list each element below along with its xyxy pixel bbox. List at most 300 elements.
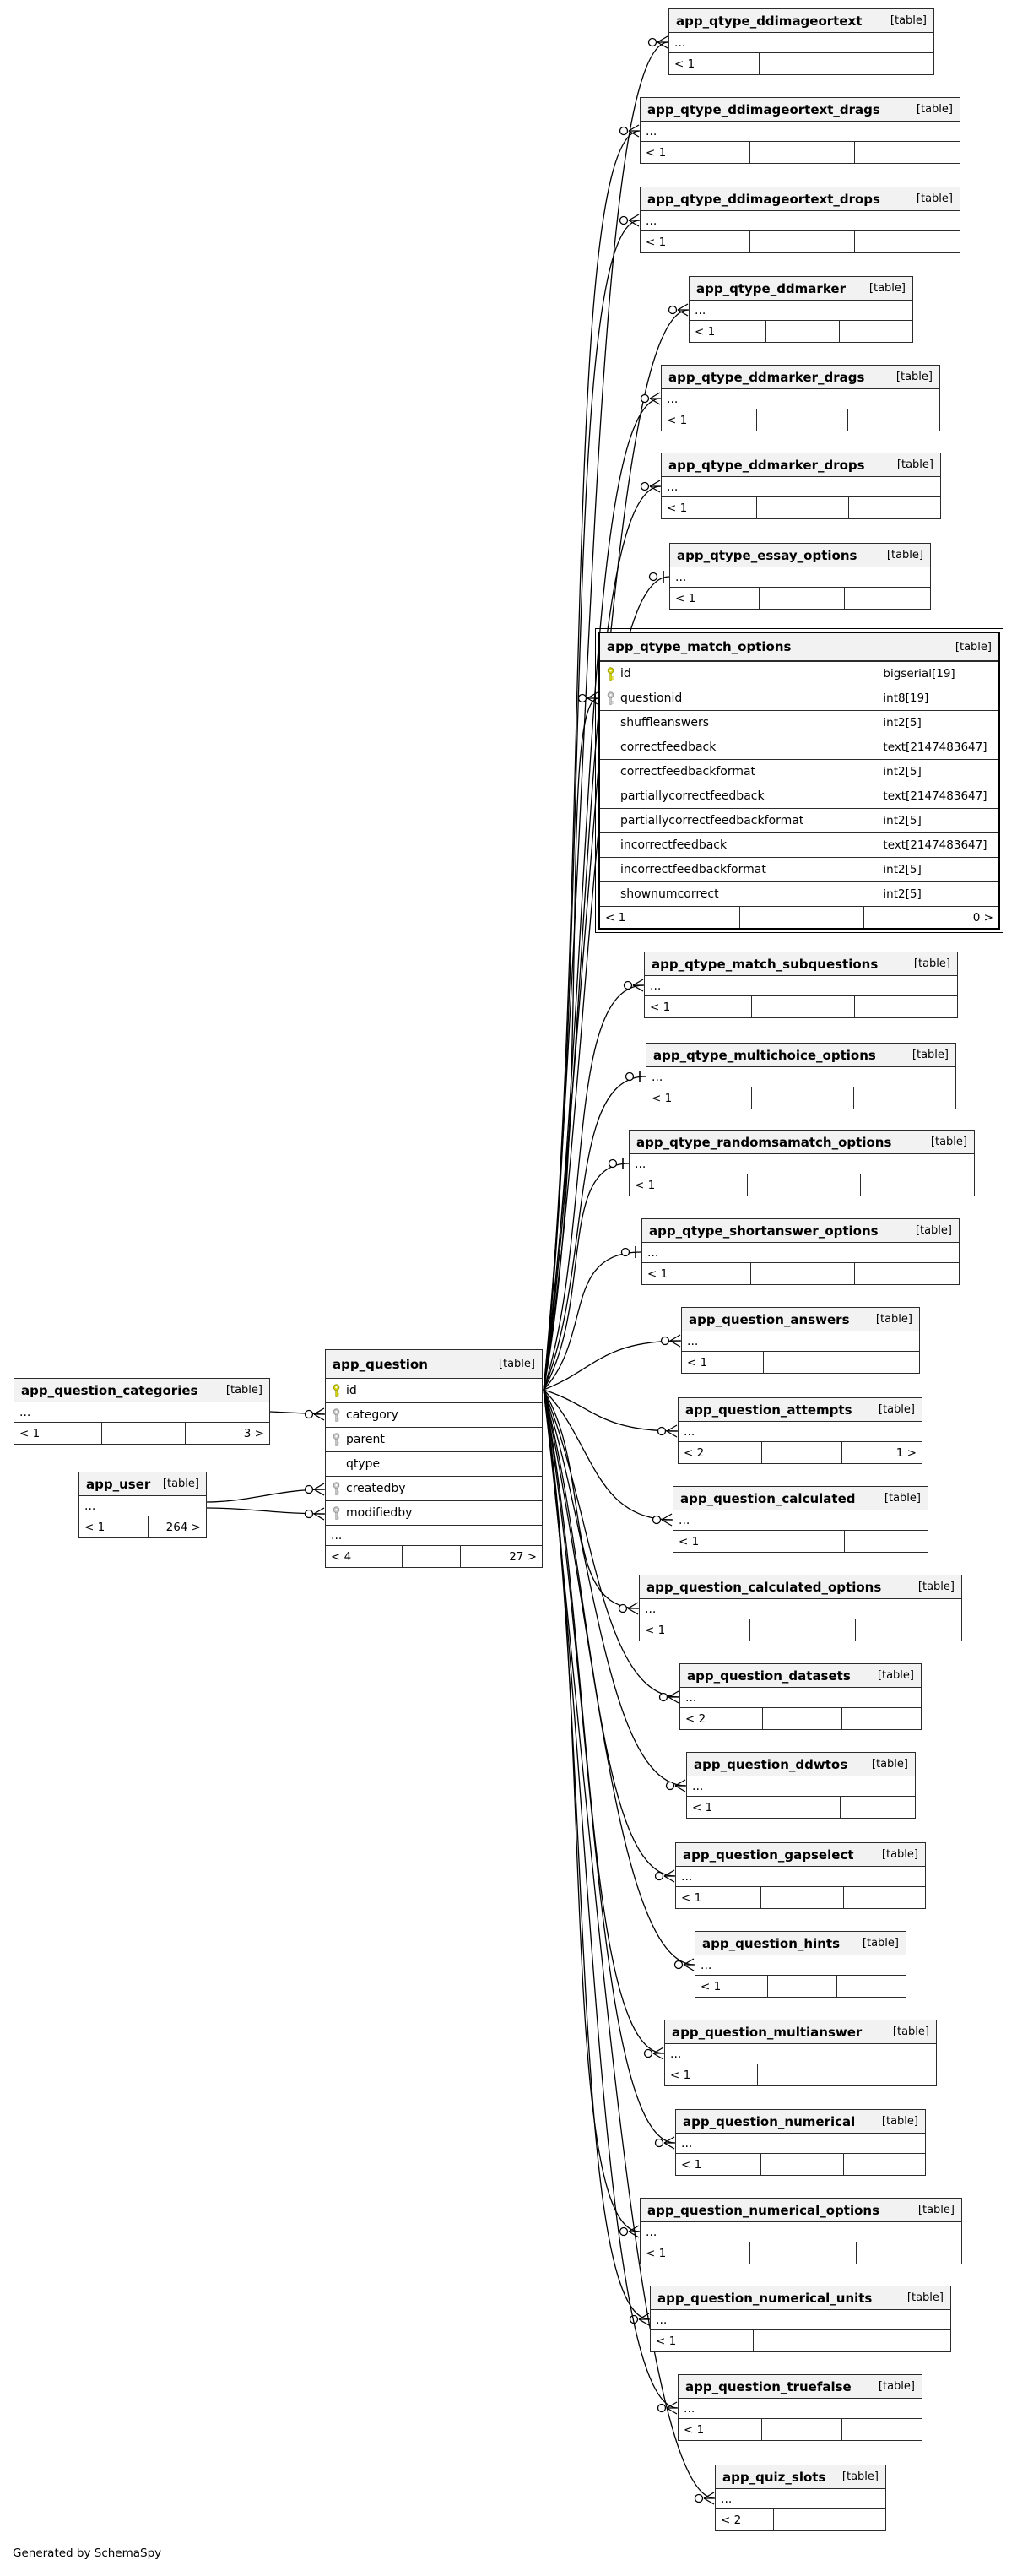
ellipsis-text: ... — [667, 480, 679, 494]
column-name: parent — [346, 1433, 385, 1446]
ellipsis-text: ... — [681, 2136, 693, 2150]
table-type-badge: [table] — [878, 1403, 915, 1416]
relationship-line — [544, 1390, 679, 1697]
crow-foot-marker — [670, 1335, 680, 1341]
table-title[interactable]: app_question_numerical — [683, 2113, 856, 2129]
relationship-line — [544, 1390, 695, 1965]
table-header — [326, 1350, 542, 1379]
ellipsis-text: ... — [19, 1405, 31, 1419]
table-app_user[interactable] — [78, 1472, 207, 1538]
zero-or-circle-marker — [641, 395, 649, 403]
ellipsis-text: ... — [646, 214, 657, 228]
columns-ellipsis — [690, 301, 912, 321]
crow-foot-marker — [657, 42, 668, 48]
column-row-category — [326, 1403, 542, 1428]
table-footer — [641, 142, 960, 163]
columns-ellipsis — [673, 1510, 928, 1531]
table-type-badge: [table] — [881, 2115, 918, 2128]
table-type-badge: [table] — [225, 1384, 262, 1396]
table-header — [682, 1308, 919, 1331]
footer-middle-cell — [761, 2419, 841, 2440]
table-app_question_truefalse[interactable] — [678, 2374, 922, 2441]
table-header — [641, 187, 960, 211]
footer-children-count: < 1 — [679, 1534, 700, 1548]
columns-ellipsis — [687, 1776, 915, 1797]
table-header — [679, 1398, 922, 1422]
column-name: incorrectfeedback — [620, 838, 728, 852]
crow-foot-marker — [670, 1341, 680, 1347]
zero-or-circle-marker — [306, 1486, 313, 1494]
table-footer — [669, 53, 933, 74]
footer-children-count: < 1 — [646, 2246, 667, 2260]
ellipsis-text: ... — [679, 1513, 690, 1527]
columns-ellipsis — [326, 1526, 542, 1546]
footer-parents-count — [844, 1531, 928, 1552]
column-type: int2[5] — [879, 882, 998, 906]
table-footer — [676, 1887, 925, 1908]
footer-children-count: < 1 — [670, 2068, 691, 2082]
table-title[interactable]: app_user — [86, 1476, 151, 1492]
zero-or-circle-marker — [645, 2050, 652, 2058]
footer-children-count: < 1 — [646, 235, 667, 249]
column-name-cell — [326, 1379, 542, 1402]
crow-foot-marker — [628, 1608, 638, 1614]
table-title[interactable]: app_qtype_match_options — [607, 639, 792, 654]
footer-parents-count — [830, 2509, 885, 2530]
footer-parents-count — [843, 1887, 925, 1908]
column-name-cell — [600, 662, 879, 686]
table-app_qtype_shortanswer_options[interactable] — [641, 1218, 960, 1285]
table-title[interactable]: app_quiz_slots — [722, 2469, 826, 2485]
table-title[interactable]: app_question_ddwtos — [694, 1756, 848, 1772]
columns-ellipsis — [669, 33, 933, 53]
crow-foot-marker — [684, 1965, 694, 1971]
zero-or-circle-marker — [656, 1873, 663, 1880]
table-footer — [646, 1087, 955, 1109]
footer-parents-count — [847, 2064, 936, 2085]
footer-parents-count — [839, 321, 912, 342]
table-header — [662, 366, 939, 389]
table-title[interactable]: app_qtype_essay_options — [677, 547, 857, 563]
columns-ellipsis — [640, 1599, 961, 1619]
ellipsis-text: ... — [695, 303, 706, 317]
footer-middle-cell — [762, 1708, 841, 1729]
column-type: int2[5] — [879, 809, 998, 832]
table-app_question_ddwtos[interactable] — [686, 1752, 916, 1819]
relationship-line — [544, 1390, 678, 1431]
columns-ellipsis — [676, 1867, 925, 1887]
footer-parents-count — [854, 231, 960, 252]
foreign-key-icon — [600, 691, 620, 706]
table-app_question_answers[interactable] — [681, 1307, 920, 1374]
table-footer — [687, 1797, 915, 1818]
crow-foot-marker — [629, 214, 639, 220]
table-app_question_calculated[interactable] — [673, 1486, 928, 1553]
footer-children-count: < 2 — [685, 1711, 706, 1726]
footer-parents-count — [847, 53, 933, 74]
table-app_qtype_ddimageortext_drags[interactable] — [640, 97, 960, 164]
footer-children-count: < 1 — [647, 1266, 668, 1281]
ellipsis-text: ... — [646, 124, 657, 138]
table-app_quiz_slots[interactable] — [715, 2465, 886, 2531]
zero-or-circle-marker — [675, 1961, 683, 1969]
table-type-badge: [table] — [871, 1758, 908, 1771]
column-name-cell — [600, 833, 879, 857]
zero-or-circle-marker — [306, 1411, 313, 1418]
columns-ellipsis — [641, 122, 960, 142]
footer-middle-cell — [756, 409, 848, 431]
table-title[interactable]: app_qtype_ddmarker_drops — [668, 457, 865, 473]
footer-middle-cell — [751, 996, 854, 1017]
crow-foot-marker — [639, 2319, 649, 2325]
table-app_qtype_randomsamatch_options[interactable] — [629, 1130, 975, 1196]
footer-children-count: < 1 — [645, 1623, 666, 1637]
foreign-key-icon — [326, 1506, 346, 1521]
column-name: category — [346, 1408, 398, 1422]
crow-foot-marker — [664, 1876, 674, 1882]
table-title[interactable]: app_question_truefalse — [685, 2378, 852, 2394]
ellipsis-text: ... — [701, 1958, 712, 1972]
table-type-badge: [table] — [917, 2204, 955, 2216]
ellipsis-text: ... — [675, 570, 687, 584]
table-app_qtype_ddmarker_drops[interactable] — [661, 453, 941, 519]
table-header — [676, 2110, 925, 2134]
table-title[interactable]: app_qtype_multichoice_options — [653, 1047, 876, 1063]
ellipsis-text: ... — [674, 35, 686, 50]
table-app_question_categories[interactable] — [14, 1378, 270, 1445]
table-title[interactable]: app_question_numerical_units — [657, 2290, 873, 2306]
column-row-incorrectfeedback — [600, 833, 998, 858]
footer-middle-cell — [739, 907, 863, 928]
footer-parents-count — [856, 2242, 961, 2264]
table-footer — [670, 588, 930, 609]
table-app_qtype_ddmarker_drags[interactable] — [661, 365, 940, 431]
footer-middle-cell — [122, 1516, 149, 1537]
table-footer — [662, 497, 940, 518]
footer-middle-cell — [750, 1263, 855, 1284]
table-app_qtype_essay_options[interactable] — [669, 543, 931, 610]
relationship-line — [544, 1252, 641, 1390]
table-app_question_numerical[interactable] — [675, 2109, 926, 2176]
columns-ellipsis — [682, 1331, 919, 1352]
column-type: int2[5] — [879, 711, 998, 735]
table-footer — [645, 996, 957, 1017]
crow-foot-marker — [668, 1697, 679, 1703]
crow-foot-marker — [314, 1514, 324, 1520]
column-row-partiallycorrectfeedback — [600, 784, 998, 809]
ellipsis-text: ... — [635, 1157, 646, 1171]
crow-foot-marker — [629, 131, 639, 137]
columns-ellipsis — [665, 2044, 936, 2064]
column-name-cell — [326, 1452, 542, 1476]
footer-parents-count — [847, 409, 939, 431]
table-footer — [679, 1442, 922, 1463]
footer-middle-cell — [751, 1087, 853, 1109]
table-app_question_gapselect[interactable] — [675, 1842, 926, 1909]
column-name-cell — [326, 1501, 542, 1525]
footer-parents-count — [844, 588, 930, 609]
table-app_qtype_match_options[interactable] — [598, 632, 1000, 930]
crow-foot-marker — [314, 1483, 324, 1489]
footer-parents-count — [854, 142, 960, 163]
columns-ellipsis — [646, 1067, 955, 1087]
table-app_question_multianswer[interactable] — [664, 2020, 937, 2086]
zero-or-circle-marker — [649, 39, 657, 46]
crow-foot-marker — [650, 480, 660, 486]
column-type: bigserial[19] — [879, 662, 998, 686]
table-footer — [662, 409, 939, 431]
footer-middle-cell — [749, 231, 855, 252]
zero-or-circle-marker — [641, 483, 649, 491]
ellipsis-text: ... — [656, 2313, 668, 2327]
table-title[interactable]: app_question_numerical_options — [647, 2202, 880, 2218]
table-header — [662, 453, 940, 477]
crow-foot-marker — [650, 393, 660, 399]
table-app_question_numerical_options[interactable] — [640, 2198, 962, 2264]
footer-middle-cell — [759, 53, 846, 74]
table-app_qtype_multichoice_options[interactable] — [646, 1043, 956, 1109]
table-type-badge: [table] — [868, 282, 906, 295]
table-footer — [642, 1263, 959, 1284]
footer-parents-count — [841, 2419, 922, 2440]
table-footer — [716, 2509, 885, 2530]
column-name-cell — [600, 711, 879, 735]
foreign-key-icon — [326, 1408, 346, 1423]
footer-parents-count — [843, 2154, 925, 2175]
ellipsis-text: ... — [650, 979, 662, 993]
column-type: int2[5] — [879, 760, 998, 784]
table-header — [679, 2375, 922, 2399]
footer-children-count: < 1 — [684, 2422, 705, 2437]
table-header — [673, 1487, 928, 1510]
column-name: id — [346, 1384, 357, 1397]
column-row-modifiedby — [326, 1501, 542, 1526]
columns-ellipsis — [641, 211, 960, 231]
table-title[interactable]: app_question_calculated — [680, 1490, 856, 1506]
crow-foot-marker — [662, 1520, 672, 1526]
footer-children-count: < 1 — [656, 2334, 677, 2348]
relationship-line — [544, 1390, 639, 1608]
table-footer — [641, 2242, 961, 2264]
table-type-badge: [table] — [862, 1937, 899, 1950]
column-row-qtype — [326, 1452, 542, 1477]
footer-children-count: < 1 — [687, 1355, 708, 1369]
footer-children-count: < 1 — [605, 910, 626, 925]
footer-middle-cell — [749, 2242, 855, 2264]
crow-foot-marker — [662, 1514, 672, 1520]
crow-foot-marker — [314, 1408, 324, 1414]
column-name: shuffleanswers — [620, 716, 710, 729]
table-footer — [600, 907, 998, 928]
crow-foot-marker — [657, 36, 668, 42]
table-type-badge: [table] — [916, 103, 953, 116]
table-footer — [680, 1708, 921, 1729]
table-title[interactable]: app_qtype_randomsamatch_options — [636, 1134, 892, 1150]
footer-parents-count — [841, 1352, 919, 1373]
table-app_qtype_ddmarker[interactable] — [689, 276, 913, 343]
ellipsis-text: ... — [684, 2401, 695, 2416]
table-app_question_hints[interactable] — [695, 1931, 906, 1998]
table-type-badge: [table] — [892, 2026, 929, 2038]
table-title[interactable]: app_question_categories — [21, 1382, 198, 1398]
ellipsis-text: ... — [667, 392, 679, 406]
column-row-shownumcorrect — [600, 882, 998, 907]
footer-parents-count: 3 > — [185, 1423, 269, 1444]
zero-or-circle-marker — [658, 1428, 666, 1435]
column-row-correctfeedbackformat — [600, 760, 998, 784]
table-app_qtype_match_subquestions[interactable] — [644, 952, 958, 1018]
footer-parents-count — [852, 2330, 950, 2351]
column-name: createdby — [346, 1482, 406, 1495]
table-header — [670, 544, 930, 567]
table-header — [687, 1753, 915, 1776]
table-footer — [682, 1352, 919, 1373]
table-title[interactable]: app_qtype_match_subquestions — [652, 956, 879, 972]
column-row-correctfeedback — [600, 735, 998, 760]
table-title[interactable]: app_question_calculated_options — [646, 1579, 882, 1595]
table-app_question[interactable] — [325, 1349, 543, 1568]
crow-foot-marker — [314, 1414, 324, 1420]
column-type: text[2147483647] — [879, 784, 998, 808]
table-title[interactable]: app_qtype_ddimageortext_drops — [647, 191, 880, 207]
zero-or-circle-marker — [658, 2405, 666, 2412]
crow-foot-marker — [667, 1425, 677, 1431]
table-header — [669, 9, 933, 33]
footer-children-count: < 1 — [681, 2157, 702, 2172]
table-type-badge: [table] — [841, 2470, 879, 2483]
crow-foot-marker — [629, 2232, 639, 2237]
column-name-cell — [326, 1403, 542, 1427]
footer-parents-count — [855, 1619, 961, 1641]
footer-children-count: < 1 — [674, 57, 695, 71]
table-title[interactable]: app_question_gapselect — [683, 1847, 854, 1863]
table-header — [690, 277, 912, 301]
crow-foot-marker — [633, 979, 643, 985]
footer-parents-count — [854, 996, 957, 1017]
footer-parents-count — [853, 1087, 955, 1109]
footer-children-count: < 1 — [681, 1890, 702, 1905]
table-app_question_datasets[interactable] — [679, 1663, 922, 1730]
table-title[interactable]: app_qtype_ddmarker — [696, 280, 846, 296]
footer-middle-cell — [765, 1797, 840, 1818]
columns-ellipsis — [695, 1955, 906, 1976]
ellipsis-text: ... — [84, 1499, 96, 1513]
zero-or-circle-marker — [620, 127, 628, 135]
ellipsis-text: ... — [646, 2225, 657, 2239]
columns-ellipsis — [630, 1154, 974, 1174]
table-type-badge: [table] — [884, 1492, 921, 1505]
columns-ellipsis — [670, 567, 930, 588]
crow-foot-marker — [678, 304, 688, 310]
footer-middle-cell — [760, 1531, 843, 1552]
table-title[interactable]: app_question_datasets — [687, 1668, 851, 1684]
ellipsis-text: ... — [684, 1424, 695, 1439]
zero-or-circle-marker — [579, 695, 587, 702]
schemaspy-credit: Generated by SchemaSpy — [13, 2546, 162, 2560]
ellipsis-text: ... — [331, 1528, 343, 1543]
footer-children-count: < 1 — [650, 1000, 671, 1014]
zero-or-circle-marker — [306, 1510, 313, 1518]
table-app_question_calculated_options[interactable] — [639, 1575, 962, 1641]
table-type-badge: [table] — [162, 1478, 199, 1490]
relationship-line — [544, 1390, 673, 1520]
ellipsis-text: ... — [681, 1869, 693, 1884]
crow-foot-marker — [314, 1508, 324, 1514]
columns-ellipsis — [79, 1496, 206, 1516]
column-name: modifiedby — [346, 1506, 413, 1520]
footer-children-count: < 4 — [331, 1549, 352, 1564]
footer-middle-cell — [747, 1174, 861, 1196]
table-footer — [14, 1423, 269, 1444]
table-title[interactable]: app_qtype_ddimageortext_drags — [647, 101, 880, 117]
table-header — [642, 1219, 959, 1243]
table-type-badge: [table] — [916, 193, 953, 205]
table-footer — [690, 321, 912, 342]
table-title[interactable]: app_qtype_ddimageortext — [676, 13, 863, 29]
crow-foot-marker — [675, 1786, 685, 1792]
footer-parents-count: 0 > — [863, 907, 998, 928]
footer-children-count: < 1 — [701, 1979, 722, 1993]
table-app_question_attempts[interactable] — [678, 1397, 922, 1464]
table-header — [676, 1843, 925, 1867]
footer-parents-count: 1 > — [841, 1442, 922, 1463]
table-type-badge: [table] — [498, 1358, 535, 1370]
table-header — [14, 1379, 269, 1402]
footer-middle-cell — [757, 2064, 847, 2085]
table-header — [630, 1131, 974, 1154]
columns-ellipsis — [716, 2489, 885, 2509]
table-app_qtype_ddimageortext_drops[interactable] — [640, 187, 960, 253]
footer-children-count: < 2 — [684, 1445, 705, 1460]
table-header — [680, 1664, 921, 1688]
table-title[interactable]: app_qtype_ddmarker_drags — [668, 369, 865, 385]
zero-or-circle-marker — [619, 1605, 627, 1613]
table-app_question_numerical_units[interactable] — [650, 2286, 951, 2352]
footer-parents-count — [840, 1797, 915, 1818]
table-title[interactable]: app_question_answers — [689, 1311, 850, 1327]
zero-or-circle-marker — [609, 1160, 617, 1168]
zero-or-circle-marker — [660, 1694, 668, 1701]
table-title[interactable]: app_qtype_shortanswer_options — [649, 1223, 879, 1239]
table-type-badge: [table] — [875, 1313, 912, 1326]
foreign-key-icon — [326, 1482, 346, 1496]
column-name: incorrectfeedbackformat — [620, 863, 766, 876]
zero-or-circle-marker — [625, 982, 632, 990]
columns-ellipsis — [679, 2399, 922, 2419]
table-app_qtype_ddimageortext[interactable] — [668, 8, 934, 75]
columns-ellipsis — [641, 2222, 961, 2242]
table-title[interactable]: app_question_hints — [702, 1935, 841, 1951]
columns-ellipsis — [642, 1243, 959, 1263]
table-footer — [695, 1976, 906, 1997]
columns-ellipsis — [676, 2134, 925, 2154]
table-title[interactable]: app_question — [333, 1356, 428, 1372]
footer-parents-count — [841, 1708, 921, 1729]
table-title[interactable]: app_question_multianswer — [672, 2024, 863, 2040]
zero-or-circle-marker — [669, 306, 677, 314]
zero-or-circle-marker — [656, 2139, 663, 2147]
table-title[interactable]: app_question_attempts — [685, 1402, 852, 1418]
footer-children-count: < 1 — [646, 145, 667, 160]
table-footer — [651, 2330, 950, 2351]
footer-middle-cell — [759, 588, 845, 609]
table-header — [79, 1472, 206, 1496]
footer-children-count: < 1 — [84, 1520, 105, 1534]
relationship-line — [544, 1341, 681, 1390]
footer-children-count: < 1 — [692, 1800, 713, 1814]
column-name-cell — [600, 686, 879, 710]
column-name: questionid — [620, 691, 683, 705]
